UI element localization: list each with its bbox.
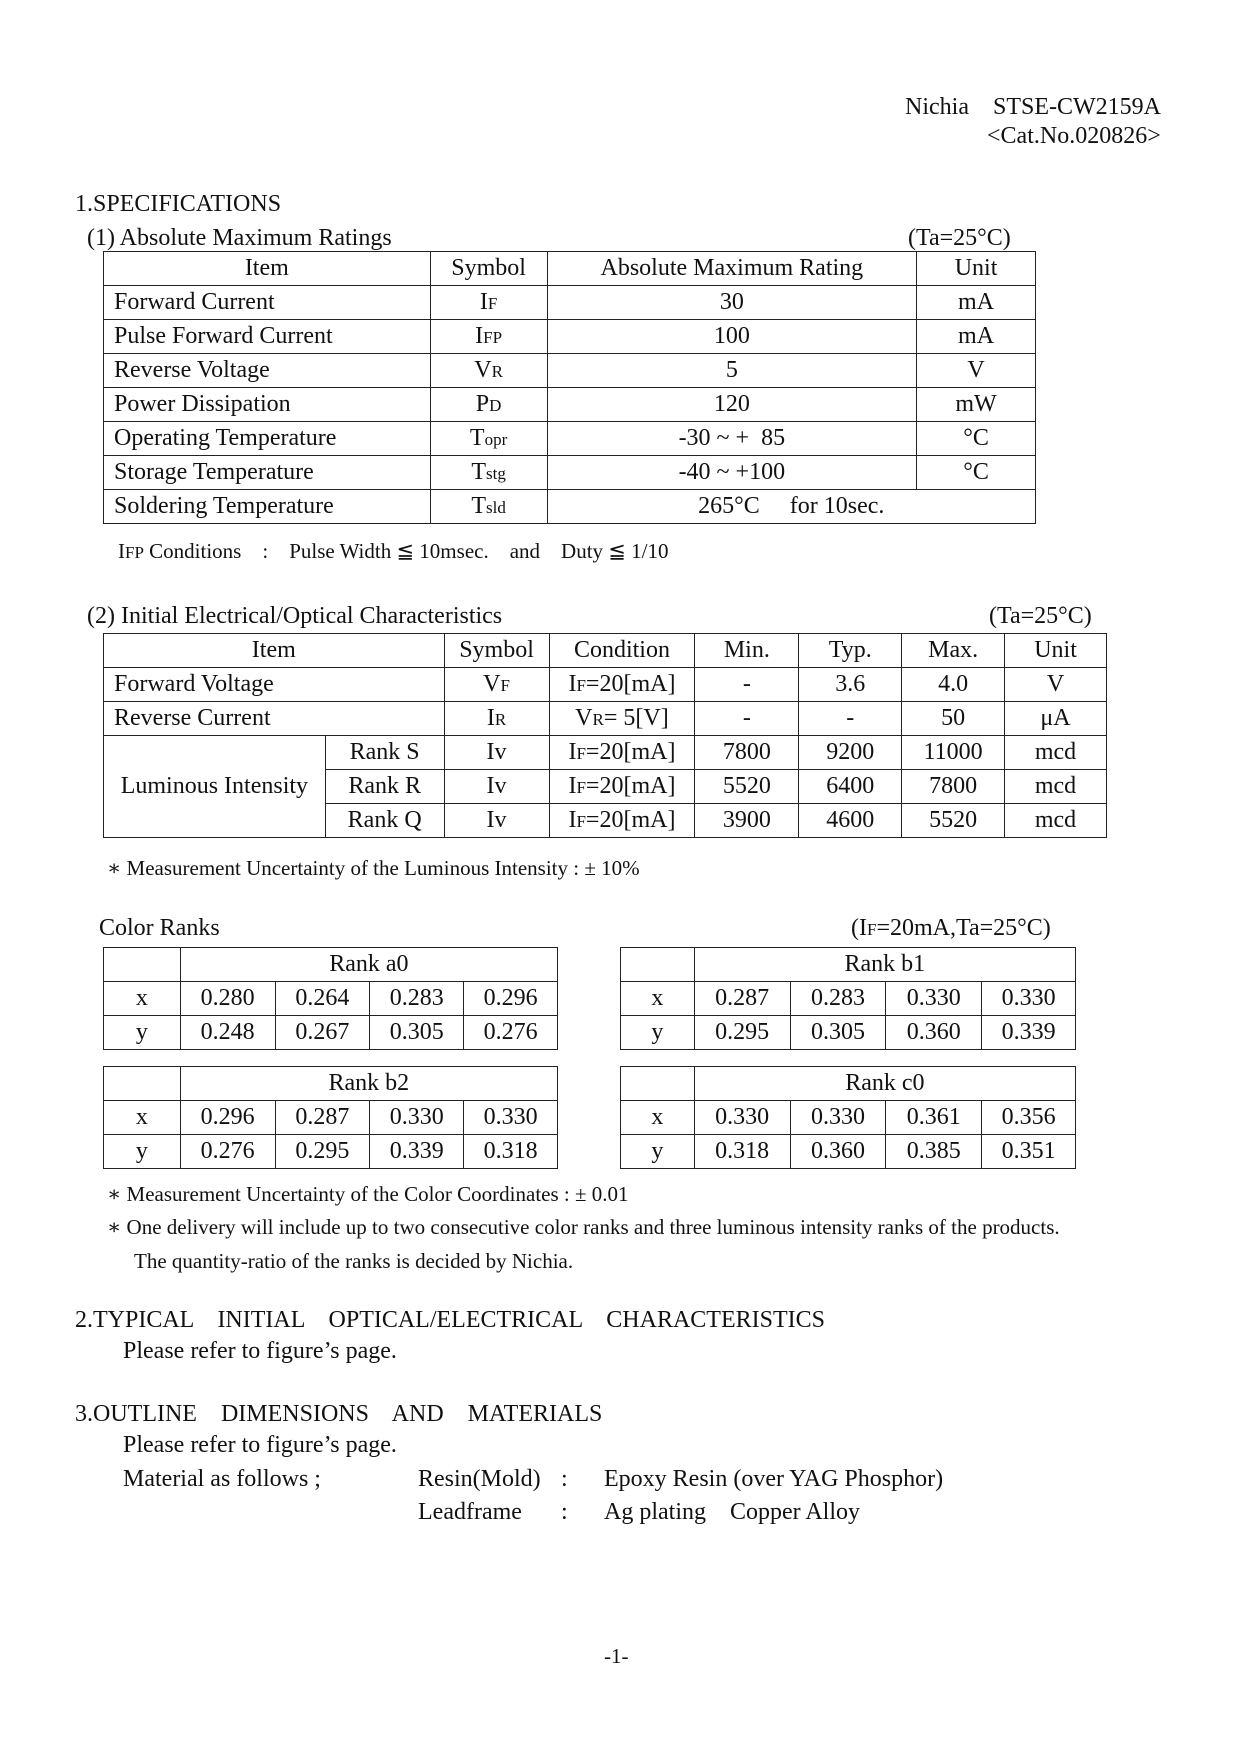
row-condition: IF=20[mA] [549,668,695,702]
header-symbol: Symbol [430,252,547,286]
row-condition: IF=20[mA] [549,804,695,838]
x-value: 0.330 [886,982,982,1016]
row-min: 3900 [695,804,799,838]
row-symbol: IR [444,702,549,736]
table-row [104,456,1036,490]
x-value: 0.330 [790,1101,886,1135]
header-amr: Absolute Maximum Rating [547,252,917,286]
ieoc-title: (2) Initial Electrical/Optical Characteristics [87,603,503,629]
table-row [621,1101,1076,1135]
table-row [621,982,1076,1016]
x-label: x [621,982,695,1016]
y-value: 0.339 [370,1135,464,1169]
table-row [104,736,1107,770]
table-row [104,286,1036,320]
y-value: 0.318 [694,1135,790,1169]
x-label: x [104,982,181,1016]
ieoc-condition: (Ta=25°C) [989,603,1092,629]
delivery-note: ∗ One delivery will include up to two consecutive color ranks and three luminous intensity ranks of the products. [107,1215,1060,1239]
y-label: y [104,1016,181,1050]
x-value: 0.356 [982,1101,1076,1135]
row-symbol: Iv [444,770,549,804]
ifp-conditions-note: IFP Conditions : Pulse Width ≦ 10msec. and Duty ≦ 1/10 [118,539,669,563]
ratio-note: The quantity-ratio of the ranks is decided by Nichia. [134,1249,574,1273]
x-label: x [104,1101,181,1135]
y-value: 0.318 [464,1135,558,1169]
header-symbol: Symbol [444,634,549,668]
y-label: y [104,1135,181,1169]
row-item: Pulse Forward Current [104,320,431,354]
row-symbol: Tsld [430,490,547,524]
amr-title: (1) Absolute Maximum Ratings [87,225,392,251]
y-value: 0.295 [694,1016,790,1050]
x-value: 0.287 [694,982,790,1016]
section3-text: Please refer to figure’s page. [123,1432,397,1458]
row-symbol: VR [430,354,547,388]
row-min: - [695,668,799,702]
rank-name: Rank c0 [694,1067,1075,1101]
color-rank-table-b2 [103,1066,558,1169]
row-max: 4.0 [902,668,1005,702]
table-row [621,1016,1076,1050]
header-min: Min. [695,634,799,668]
section2-title: 2.TYPICAL INITIAL OPTICAL/ELECTRICAL CHARACTERISTICS [75,1307,825,1333]
row-unit: °C [917,422,1036,456]
row-typ: 9200 [799,736,902,770]
row-item: Forward Current [104,286,431,320]
row-unit: °C [917,456,1036,490]
row-item: Forward Voltage [104,668,445,702]
y-value: 0.276 [180,1135,275,1169]
row-value: 265°C for 10sec. [547,490,1035,524]
x-label: x [621,1101,695,1135]
row-typ: 3.6 [799,668,902,702]
table-row [104,1101,558,1135]
row-unit: mW [917,388,1036,422]
row-unit: V [1005,668,1107,702]
absolute-maximum-ratings-table [103,251,1036,524]
y-value: 0.360 [790,1135,886,1169]
y-value: 0.305 [790,1016,886,1050]
table-row [104,422,1036,456]
row-condition: IF=20[mA] [549,770,695,804]
color-rank-table-c0 [620,1066,1076,1169]
x-value: 0.287 [275,1101,370,1135]
amr-condition: (Ta=25°C) [908,225,1011,251]
row-value: 120 [547,388,917,422]
row-unit: mA [917,320,1036,354]
header-max: Max. [902,634,1005,668]
table-row [104,320,1036,354]
row-symbol: IF [430,286,547,320]
color-uncertainty-note: ∗ Measurement Uncertainty of the Color Coordinates : ± 0.01 [107,1182,629,1206]
row-condition: VR= 5[V] [549,702,695,736]
doc-number: STSE-CW2159A [993,94,1161,120]
table-row [104,490,1036,524]
header-unit: Unit [917,252,1036,286]
y-value: 0.360 [886,1016,982,1050]
y-value: 0.385 [886,1135,982,1169]
row-unit: V [917,354,1036,388]
x-value: 0.296 [464,982,558,1016]
x-value: 0.330 [694,1101,790,1135]
material-label: Material as follows ; [123,1466,321,1492]
color-rank-table-b1 [620,947,1076,1050]
resin-value: Epoxy Resin (over YAG Phosphor) [604,1466,944,1492]
row-rank: Rank R [325,770,444,804]
row-min: - [695,702,799,736]
y-value: 0.339 [982,1016,1076,1050]
row-unit: mA [917,286,1036,320]
table-row [104,354,1036,388]
x-value: 0.330 [464,1101,558,1135]
x-value: 0.280 [180,982,275,1016]
row-min: 7800 [695,736,799,770]
row-unit: mcd [1005,736,1107,770]
header-unit: Unit [1005,634,1107,668]
y-value: 0.276 [464,1016,558,1050]
x-value: 0.283 [370,982,464,1016]
row-symbol: Iv [444,736,549,770]
row-unit: μA [1005,702,1107,736]
table-row [104,1135,558,1169]
row-value: 30 [547,286,917,320]
header-item: Item [104,634,445,668]
row-value: 100 [547,320,917,354]
row-symbol: IFP [430,320,547,354]
table-row [104,702,1107,736]
row-symbol: Tstg [430,456,547,490]
section3-title: 3.OUTLINE DIMENSIONS AND MATERIALS [75,1401,603,1427]
table-row [104,668,1107,702]
row-item: Storage Temperature [104,456,431,490]
row-item: Reverse Voltage [104,354,431,388]
row-symbol: VF [444,668,549,702]
x-value: 0.283 [790,982,886,1016]
y-label: y [621,1135,695,1169]
leadframe-separator: : [561,1499,568,1525]
company-name: Nichia [905,94,969,120]
table-row [104,1016,558,1050]
catalog-number: <Cat.No.020826> [987,123,1161,149]
row-typ: 6400 [799,770,902,804]
y-value: 0.295 [275,1135,370,1169]
y-value: 0.248 [180,1016,275,1050]
header-item: Item [104,252,431,286]
luminous-intensity-label: Luminous Intensity [104,736,326,838]
x-value: 0.296 [180,1101,275,1135]
row-condition: IF=20[mA] [549,736,695,770]
row-item: Reverse Current [104,702,445,736]
color-rank-table-a0 [103,947,558,1050]
row-typ: - [799,702,902,736]
row-item: Operating Temperature [104,422,431,456]
table-row [621,1135,1076,1169]
rank-name: Rank a0 [180,948,557,982]
row-max: 50 [902,702,1005,736]
section1-title: 1.SPECIFICATIONS [75,191,282,217]
resin-label: Resin(Mold) [418,1466,541,1492]
rank-name: Rank b1 [694,948,1075,982]
table-row [104,982,558,1016]
resin-separator: : [561,1466,568,1492]
row-item: Soldering Temperature [104,490,431,524]
row-value: -30 ~ + 85 [547,422,917,456]
row-value: 5 [547,354,917,388]
header-typ: Typ. [799,634,902,668]
x-value: 0.330 [370,1101,464,1135]
table-row [104,388,1036,422]
row-item: Power Dissipation [104,388,431,422]
x-value: 0.264 [275,982,370,1016]
y-value: 0.351 [982,1135,1076,1169]
leadframe-label: Leadframe [418,1499,522,1525]
x-value: 0.330 [982,982,1076,1016]
row-symbol: PD [430,388,547,422]
row-max: 7800 [902,770,1005,804]
row-rank: Rank S [325,736,444,770]
color-ranks-condition: (IF=20mA,Ta=25°C) [851,915,1051,941]
y-value: 0.305 [370,1016,464,1050]
row-min: 5520 [695,770,799,804]
row-symbol: Topr [430,422,547,456]
electrical-optical-table [103,633,1107,838]
header-condition: Condition [549,634,695,668]
row-symbol: Iv [444,804,549,838]
rank-name: Rank b2 [180,1067,557,1101]
y-label: y [621,1016,695,1050]
x-value: 0.361 [886,1101,982,1135]
row-typ: 4600 [799,804,902,838]
leadframe-value: Ag plating Copper Alloy [604,1499,860,1525]
y-value: 0.267 [275,1016,370,1050]
row-unit: mcd [1005,804,1107,838]
row-max: 5520 [902,804,1005,838]
color-ranks-title: Color Ranks [99,915,220,941]
row-value: -40 ~ +100 [547,456,917,490]
section2-text: Please refer to figure’s page. [123,1338,397,1364]
luminous-uncertainty-note: ∗ Measurement Uncertainty of the Luminous Intensity : ± 10% [107,856,640,880]
row-max: 11000 [902,736,1005,770]
row-unit: mcd [1005,770,1107,804]
page-number: -1- [604,1644,629,1668]
row-rank: Rank Q [325,804,444,838]
